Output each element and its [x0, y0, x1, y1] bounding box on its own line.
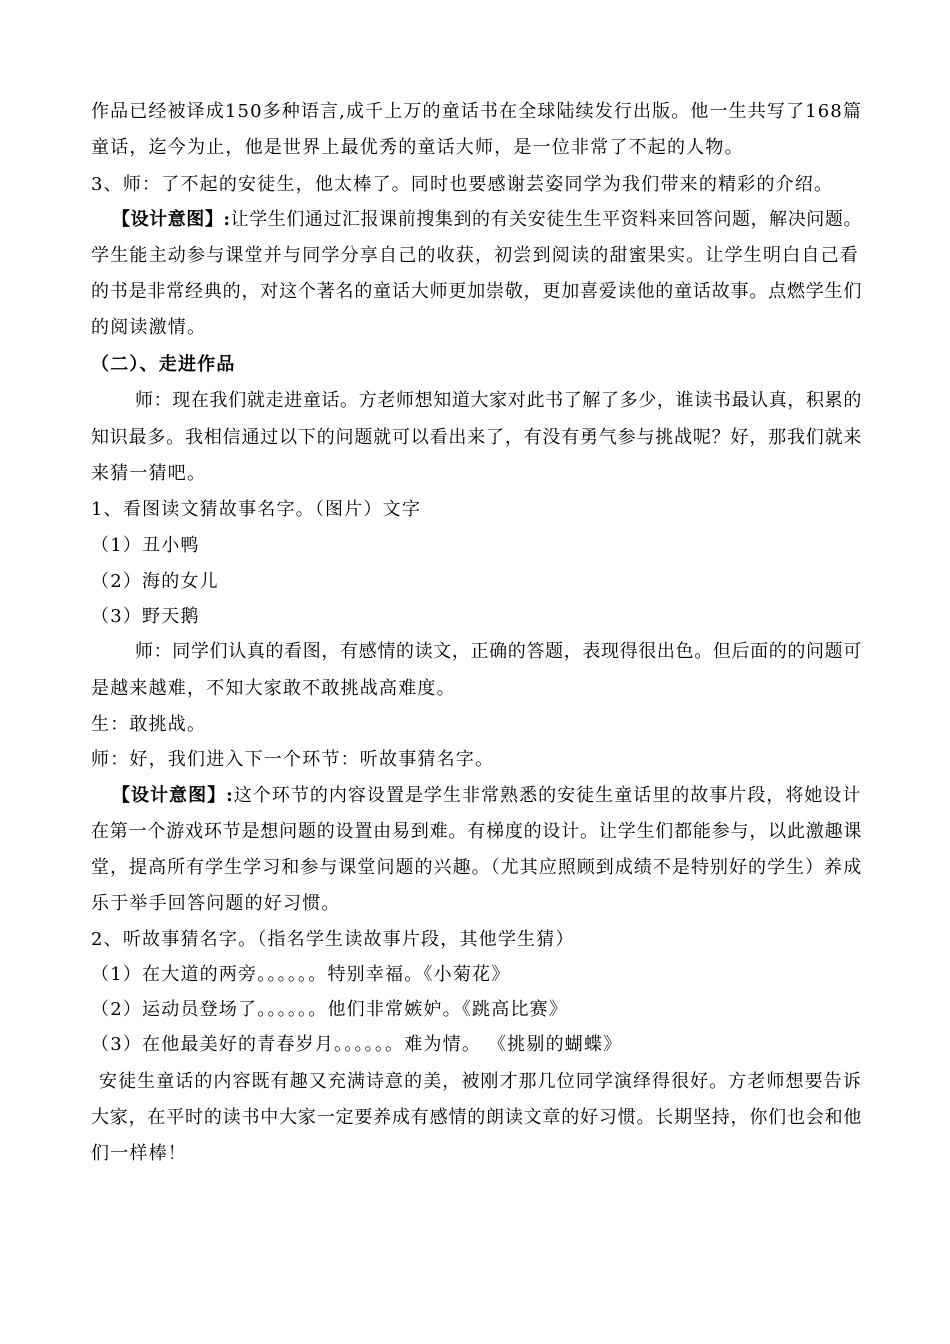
- paragraph-line: 作品已经被译成150多种语言,成千上万的童话书在全球陆续发行出版。他一生共写了168篇: [91, 101, 863, 122]
- list-item: （1）丑小鸭: [91, 535, 200, 556]
- design-intent-line: [112, 784, 861, 808]
- paragraph-line: 是越来越难，不知大家敢不敢挑战高难度。: [91, 678, 456, 699]
- list-item: （2）海的女儿: [91, 571, 219, 592]
- paragraph-line: 安徒生童话的内容既有趣又充满诗意的美，被刚才那几位同学演绎得很好。方老师想要告诉: [99, 1071, 862, 1092]
- paragraph-line: 大家，在平时的读书中大家一定要养成有感情的朗读文章的好习惯。长期坚持，你们也会和他: [91, 1107, 863, 1128]
- list-heading: 1、看图读文猜故事名字。（图片）文字: [91, 499, 422, 520]
- paragraph-line: 在第一个游戏环节是想问题的设置由易到难。有梯度的设计。让学生们都能参与，以此激趣课: [91, 821, 863, 842]
- paragraph-line: 们一样棒！: [91, 1143, 187, 1164]
- paragraph-line: 学生能主动参与课堂并与同学分享自己的收获，初尝到阅读的甜蜜果实。让学生明白自己看: [91, 245, 859, 266]
- list-item: （2）运动员登场了。。。。。。他们非常嫉妒。《跳高比赛》: [91, 999, 569, 1020]
- paragraph-line: 的阅读激情。: [91, 317, 207, 338]
- list-item: （1）在大道的两旁。。。。。。特别幸福。《小菊花》: [91, 964, 511, 985]
- design-intent-label: 【设计意图】:: [112, 209, 231, 230]
- paragraph-line: 3、师：了不起的安徒生，他太棒了。同时也要感谢芸姿同学为我们带来的精彩的介绍。: [91, 174, 834, 195]
- paragraph-line: 生：敢挑战。: [91, 714, 207, 735]
- list-item: （3）在他最美好的青春岁月。。。。。。难为情。 《挑剔的蝴蝶》: [91, 1034, 623, 1055]
- paragraph-line: 师：好，我们进入下一个环节：听故事猜名字。: [91, 749, 495, 770]
- design-intent-line: [112, 208, 862, 232]
- section-heading: （二）、走进作品: [91, 354, 236, 375]
- paragraph-line: 乐于举手回答问题的好习惯。: [91, 893, 341, 914]
- paragraph-line: 的书是非常经典的，对这个著名的童话大师更加崇敬，更加喜爱读他的童话故事。点燃学生们: [91, 281, 863, 302]
- paragraph-line: 童话，迄今为止，他是世界上最优秀的童话大师，是一位非常了不起的人物。: [91, 137, 744, 158]
- design-intent-text: 这个环节的内容设置是学生非常熟悉的安徒生童话里的故事片段，将她设计: [233, 785, 862, 806]
- design-intent-label: 【设计意图】:: [112, 785, 234, 806]
- paragraph-line: 来猜一猜吧。: [91, 463, 207, 484]
- list-item: （3）野天鹅: [91, 606, 200, 627]
- paragraph-line: 师：同学们认真的看图，有感情的读文，正确的答题，表现得很出色。但后面的的问题可: [135, 641, 862, 662]
- paragraph-line: 堂，提高所有学生学习和参与课堂问题的兴趣。（尤其应照顾到成绩不是特别好的学生）养成: [91, 857, 863, 878]
- paragraph-line: 师：现在我们就走进童话。方老师想知道大家对此书了解了多少，谁读书最认真，积累的: [135, 390, 862, 411]
- design-intent-text: 让学生们通过汇报课前搜集到的有关安徒生生平资料来回答问题，解决问题。: [230, 209, 863, 230]
- list-heading: 2、听故事猜名字。（指名学生读故事片段，其他学生猜）: [91, 929, 575, 950]
- paragraph-line: 知识最多。我相信通过以下的问题就可以看出来了，有没有勇气参与挑战呢？好，那我们就来: [91, 427, 863, 448]
